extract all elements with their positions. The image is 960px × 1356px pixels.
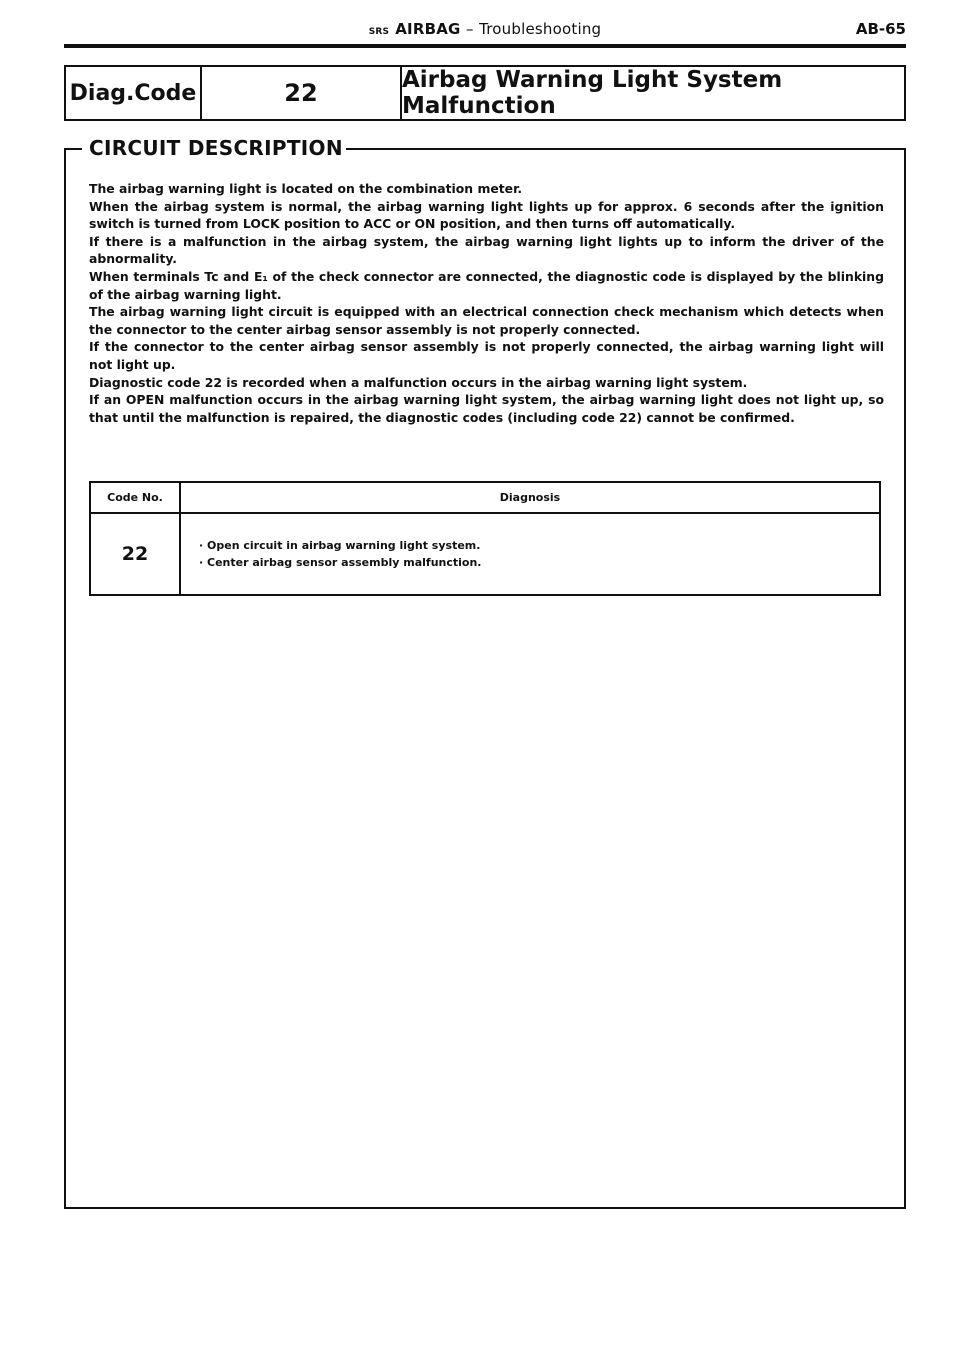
- column-header-diagnosis: Diagnosis: [180, 482, 880, 513]
- diag-code-title: Airbag Warning Light System Malfunction: [402, 67, 783, 119]
- cell-code-no: 22: [90, 513, 180, 595]
- description-paragraph: The airbag warning light circuit is equipped with an electrical connection check mechanism which detects when the connector to the center airbag sensor assembly is not properly connected.: [89, 304, 884, 337]
- circuit-description-heading: CIRCUIT DESCRIPTION: [86, 136, 346, 160]
- diag-code-number: 22: [202, 67, 402, 119]
- diagnosis-item: · Center airbag sensor assembly malfunction.: [199, 556, 482, 569]
- cell-diagnosis: [180, 513, 880, 595]
- description-paragraph: Diagnostic code 22 is recorded when a malfunction occurs in the airbag warning light system.: [89, 374, 748, 390]
- description-paragraph: The airbag warning light is located on the combination meter.: [89, 181, 523, 196]
- column-header-code-no: Code No.: [90, 482, 180, 513]
- diag-code-box: [64, 65, 906, 121]
- srs-label: SRS: [368, 27, 390, 37]
- header-rule: [64, 44, 906, 48]
- description-paragraph: If an OPEN malfunction occurs in the airbag warning light system, the airbag warning light does not light up, so that until the malfunction is repaired, the diagnostic codes (including code 22) cannot be confirmed.: [89, 392, 884, 425]
- header-title: [64, 20, 906, 38]
- page-number: AB-65: [855, 20, 906, 38]
- table-row: [90, 513, 880, 595]
- page-header: [64, 18, 906, 44]
- description-paragraph: If there is a malfunction in the airbag system, the airbag warning light lights up to inform the driver of the abnormality.: [89, 233, 884, 267]
- description-paragraph: When terminals Tc and E₁ of the check connector are connected, the diagnostic code is displayed by the blinking of the airbag warning light.: [89, 268, 884, 302]
- diagnosis-table: [89, 481, 881, 596]
- table-header-row: [90, 482, 880, 513]
- description-paragraph: If the connector to the center airbag sensor assembly is not properly connected, the airbag warning light will not light up.: [89, 339, 884, 372]
- system-name: AIRBAG: [395, 20, 461, 38]
- section-name: Troubleshooting: [479, 20, 602, 38]
- diagnosis-item: · Open circuit in airbag warning light system.: [199, 539, 481, 552]
- diag-code-label: Diag.Code: [66, 67, 202, 119]
- circuit-description-text: [89, 180, 884, 426]
- description-paragraph: When the airbag system is normal, the airbag warning light lights up for approx. 6 seconds after the ignition switch is turned from LOCK position to ACC or ON position, and then turns off automatically.: [89, 198, 884, 232]
- header-separator: –: [465, 20, 474, 38]
